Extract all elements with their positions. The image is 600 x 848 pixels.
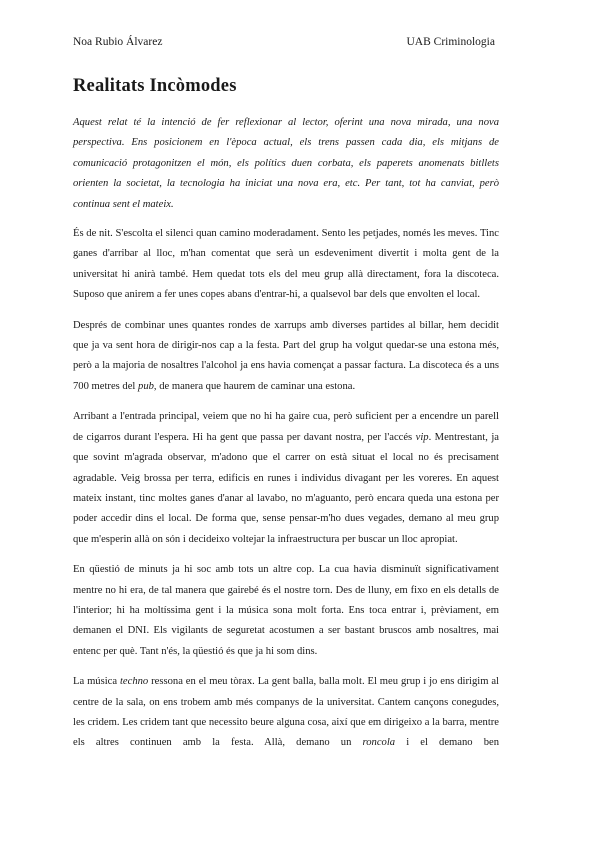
page-header <box>73 36 495 52</box>
header-author: Noa Rubio Álvarez <box>73 36 163 48</box>
paragraph-5-emphasis-1: techno <box>119 676 149 688</box>
paragraph-2-text-b: , de manera que haurem de caminar una estona. <box>153 380 356 392</box>
paragraph-5-text-c: i el demano ben <box>395 737 499 749</box>
paragraph-5 <box>73 672 499 754</box>
header-course: UAB Criminologia <box>406 36 495 48</box>
paragraph-1: És de nit. S'escolta el silenci quan camino moderadament. Sento les petjades, només les meves. Tinc ganes d'arribar al lloc, m'han comentat que serà un esdeveniment divertit i molta gent de la universitat hi anirà també. Hem quedat tots els del meu grup allà directament, fora la discoteca. Suposo que anirem a fer unes copes abans d'entrar-hi, a qualsevol bar dels que envolten el local. <box>73 228 499 301</box>
paragraph-2 <box>73 316 499 398</box>
paragraph-4: En qüestió de minuts ja hi soc amb tots un altre cop. La cua havia disminuït significativament mentre no hi era, de tal manera que gairebé és el nostre torn. Des de lluny, em fixo en els detalls de l'interior; hi ha moltíssima gent i la música sona molt forta. Ens toca entrar i, prèviament, em demanen el DNI. Els vigilants de seguretat acostumen a ser bastant bruscos amb nosaltres, mai entenc per què. Tant n'és, la qüestió és que ja hi som dins. <box>73 564 499 657</box>
paragraph-5-emphasis-2: roncola <box>362 737 396 749</box>
paragraph-3-text-b: . Mentrestant, ja que sovint m'agrada observar, m'adono que el carrer on està situat el local no és precisament agradable. Veig brossa per terra, edificis en runes i individus divagant per les voreres. En aquest mateix instant, tinc moltes ganes d'anar al lavabo, no m'aguanto, però encara queda una estona per poder accedir dins el local. De forma que, sense pensar-m'ho dues vegades, demano al meu grup que m'esperin allà on són i decideixo voltejar la infraestructura per buscar un lloc apropiat. <box>73 431 500 545</box>
intro-paragraph: Aquest relat té la intenció de fer reflexionar al lector, oferint una nova mirada, una nova perspectiva. Ens posicionem en l'època actual, els trens passen cada dia, els mitjans de comunicació protagonitzen el món, els polítics duen corbata, els paperets anomenats bitllets orienten la societat, la tecnologia ha iniciat una nova era, etc. Per tant, tot ha canviat, però continua sent el mateix. <box>73 117 499 210</box>
paragraph-5-text-a: La música <box>73 676 120 688</box>
paragraph-5-text-b: ressona en el meu tòrax. La gent balla, balla molt. El meu grup i jo ens dirigim al centre de la sala, on ens trobem amb més companys de la universitat. Cantem cançons conegudes, les cridem. Les cridem tant que necessito beure alguna cosa, així que em dirigeixo a la barra, mentre els altres continuen amb la festa. Allà, demano un <box>73 676 499 749</box>
document-body <box>73 113 499 764</box>
paragraph-3-emphasis: vip <box>415 431 429 443</box>
paragraph-3 <box>73 407 499 550</box>
paragraph-3-text-a: Arribant a l'entrada principal, veiem que no hi ha gaire cua, però suficient per a encendre un parell de cigarros durant l'espera. Hi ha gent que passa per davant nostra, per l'accés <box>73 411 499 443</box>
paragraph-2-text-a: Després de combinar unes quantes rondes de xarrups amb diverses partides al billar, hem decidit que ja va sent hora de dirigir-nos cap a la festa. Part del grup ha volgut quedar-se una estona més, però a la majoria de nosaltres l'alcohol ja ens havia començat a passar factura. La discoteca és a uns 700 metres del <box>73 319 499 392</box>
document-title: Realitats Incòmodes <box>73 76 237 96</box>
paragraph-2-emphasis: pub <box>138 380 154 392</box>
